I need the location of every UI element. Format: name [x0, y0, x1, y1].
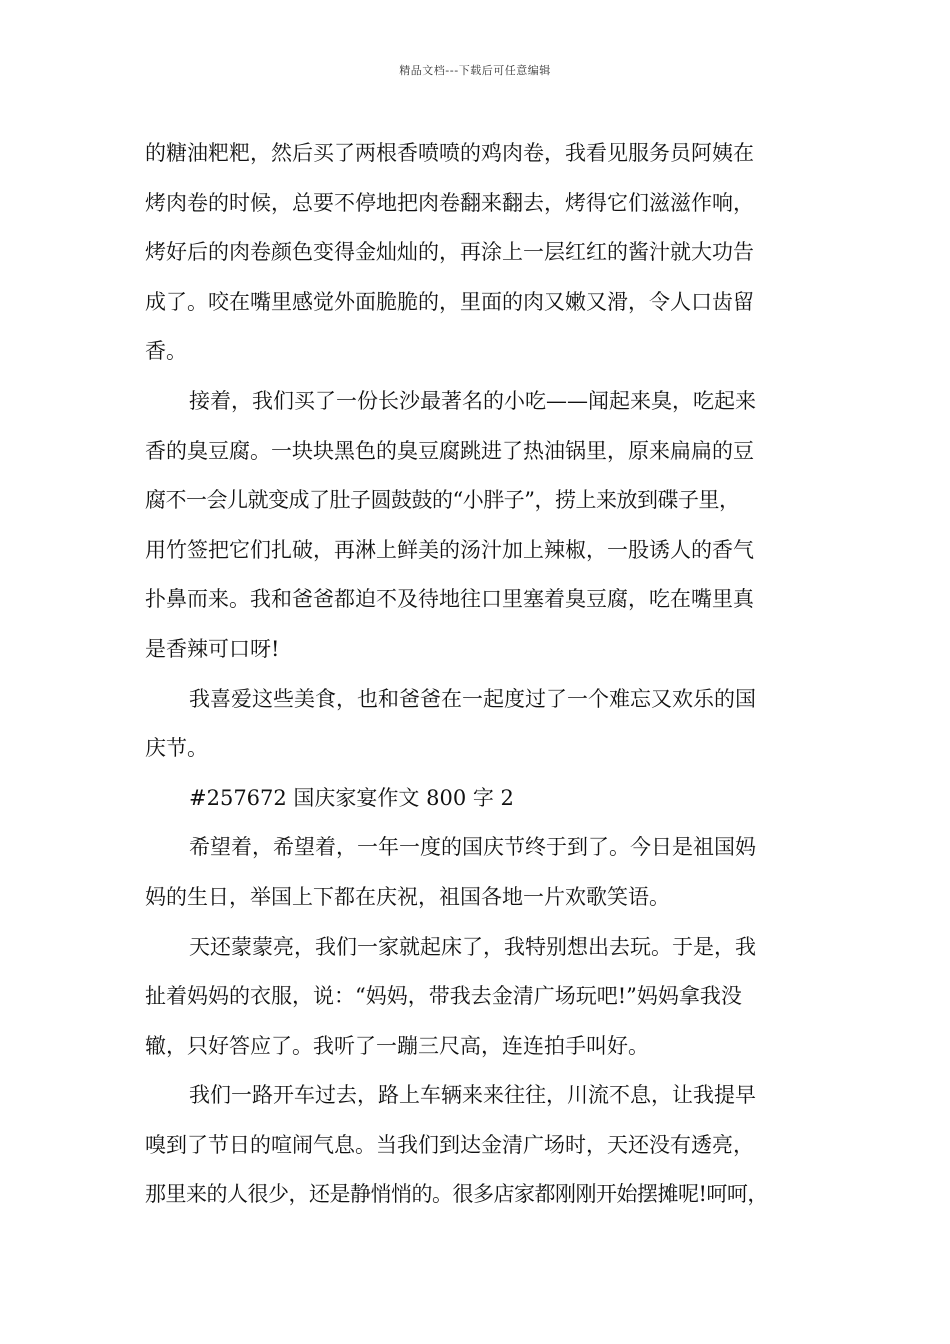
text-line: 的糖油粑粑，然后买了两根香喷喷的鸡肉卷，我看见服务员阿姨在: [145, 141, 754, 165]
paragraph-start-line: 接着，我们买了一份长沙最著名的小吃——闻起来臭，吃起来: [189, 388, 756, 413]
text-line: 辙，只好答应了。我听了一蹦三尺高，连连拍手叫好。: [145, 1033, 649, 1058]
section-heading: #257672 国庆家宴作文 800 字 2: [189, 785, 514, 810]
text-line: 嗅到了节日的喧闹气息。当我们到达金清广场时，天还没有透亮，: [145, 1132, 754, 1157]
text-line: 腐不一会儿就变成了肚子圆鼓鼓的“小胖子”，捞上来放到碟子里，: [145, 488, 740, 513]
paragraph-start-line: 我喜爱这些美食，也和爸爸在一起度过了一个难忘又欢乐的国: [189, 686, 756, 711]
text-line: 扯着妈妈的衣服，说：“妈妈，带我去金清广场玩吧!”妈妈拿我没: [145, 984, 742, 1009]
text-line: 妈的生日，举国上下都在庆祝，祖国各地一片欢歌笑语。: [145, 884, 670, 909]
paragraph-start-line: 天还蒙蒙亮，我们一家就起床了，我特别想出去玩。于是，我: [189, 934, 756, 959]
text-line: 扑鼻而来。我和爸爸都迫不及待地往口里塞着臭豆腐，吃在嘴里真: [145, 587, 754, 612]
text-line: 是香辣可口呀!: [145, 636, 280, 661]
document-body: [145, 129, 825, 1220]
paragraph-start-line: 希望着，希望着，一年一度的国庆节终于到了。今日是祖国妈: [189, 835, 756, 860]
page-header: 精品文档---下载后可任意编辑: [399, 64, 551, 77]
paragraph-start-line: 我们一路开车过去，路上车辆来来往往，川流不息，让我提早: [189, 1083, 756, 1108]
text-line: 烤肉卷的时候，总要不停地把肉卷翻来翻去，烤得它们滋滋作响，: [145, 190, 754, 215]
text-line: 香。: [145, 339, 187, 364]
text-line: 成了。咬在嘴里感觉外面脆脆的，里面的肉又嫩又滑，令人口齿留: [145, 289, 754, 314]
text-line: 香的臭豆腐。一块块黑色的臭豆腐跳进了热油锅里，原来扁扁的豆: [145, 438, 754, 463]
text-line: 烤好后的肉卷颜色变得金灿灿的，再涂上一层红红的酱汁就大功告: [145, 240, 754, 265]
text-line: 用竹签把它们扎破，再淋上鲜美的汤汁加上辣椒，一股诱人的香气: [145, 537, 754, 562]
text-line: 庆节。: [145, 736, 208, 761]
text-line: 那里来的人很少，还是静悄悄的。很多店家都刚刚开始摆摊呢!呵呵，: [145, 1182, 768, 1207]
